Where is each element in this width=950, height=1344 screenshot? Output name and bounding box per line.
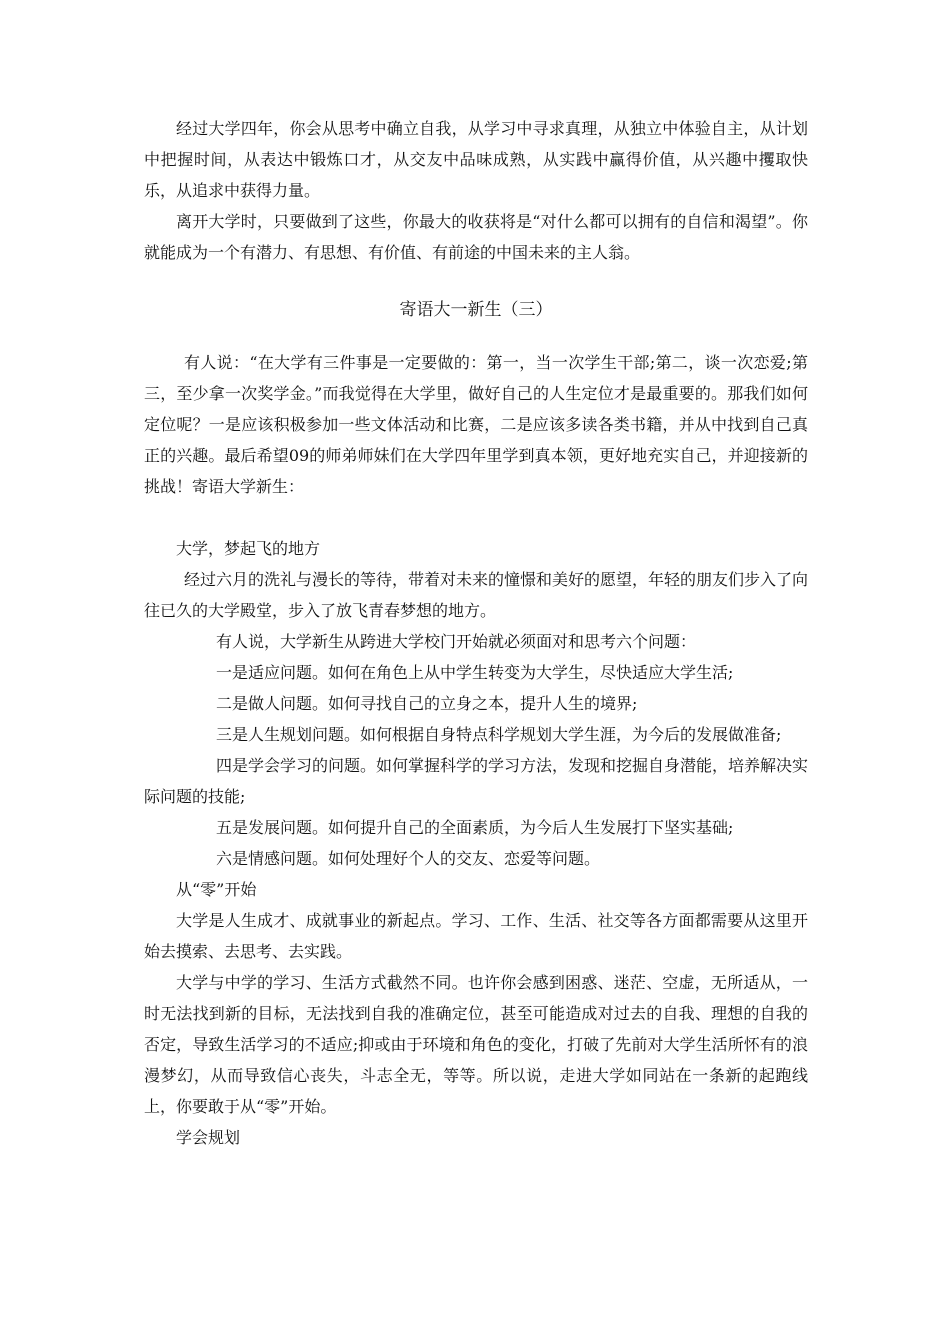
- part2-paragraph-1: 大学是人生成才、成就事业的新起点。学习、工作、生活、社交等各方面都需要从这里开始去摸索、去思考、去实践。: [144, 911, 808, 961]
- part3-heading: 学会规划: [176, 1128, 241, 1147]
- list-item: 五是发展问题。如何提升自己的全面素质，为今后人生发展打下坚实基础;: [216, 818, 734, 837]
- section-intro: 有人说：“在大学有三件事是一定要做的：第一，当一次学生干部;第二，谈一次恋爱;第三，至少拿一次奖学金。”而我觉得在大学里，做好自己的人生定位才是最重要的。那我们如何定位呢？一是应该积极参加一些文体活动和比赛，二是应该多读各类书籍，并从中找到自己真正的兴趣。最后希望09的师弟师妹们在大学四年里学到真本领，更好地充实自己，并迎接新的挑战！寄语大学新生：: [144, 353, 808, 496]
- paragraph-top-1: 经过大学四年，你会从思考中确立自我，从学习中寻求真理，从独立中体验自主，从计划中把握时间，从表达中锻炼口才，从交友中品味成熟，从实践中赢得价值，从兴趣中攫取快乐，从追求中获得力量。: [144, 119, 808, 200]
- part2-paragraph-2: 大学与中学的学习、生活方式截然不同。也许你会感到困惑、迷茫、空虚，无所适从，一时无法找到新的目标，无法找到自我的准确定位，甚至可能造成对过去的自我、理想的自我的否定，导致生活学习的不适应;抑或由于环境和角色的变化，打破了先前对大学生活所怀有的浪漫梦幻，从而导致信心丧失，斗志全无，等等。所以说，走进大学如同站在一条新的起跑线上，你要敢于从“零”开始。: [144, 973, 808, 1116]
- blank-line: [144, 502, 808, 533]
- section-title: 寄语大一新生（三）: [399, 300, 553, 320]
- document-page: [144, 113, 808, 1153]
- part2-heading: 从“零”开始: [176, 880, 257, 899]
- list-item: 二是做人问题。如何寻找自己的立身之本，提升人生的境界;: [216, 694, 638, 713]
- part1-heading: 大学，梦起飞的地方: [176, 539, 321, 558]
- list-item: 三是人生规划问题。如何根据自身特点科学规划大学生涯，为今后的发展做准备;: [216, 725, 782, 744]
- part1-lead: 有人说，大学新生从跨进大学校门开始就必须面对和思考六个问题：: [216, 632, 697, 651]
- list-item: 一是适应问题。如何在角色上从中学生转变为大学生，尽快适应大学生活;: [216, 663, 734, 682]
- list-item: 四是学会学习的问题。如何掌握科学的学习方法，发现和挖掘自身潜能，培养解决实际问题的技能;: [144, 756, 809, 806]
- list-item: 六是情感问题。如何处理好个人的交友、恋爱等问题。: [216, 849, 601, 868]
- part1-paragraph: 经过六月的洗礼与漫长的等待，带着对未来的憧憬和美好的愿望，年轻的朋友们步入了向往已久的大学殿堂，步入了放飞青春梦想的地方。: [144, 570, 809, 620]
- paragraph-top-2: 离开大学时，只要做到了这些，你最大的收获将是“对什么都可以拥有的自信和渴望”。你就能成为一个有潜力、有思想、有价值、有前途的中国未来的主人翁。: [144, 212, 808, 262]
